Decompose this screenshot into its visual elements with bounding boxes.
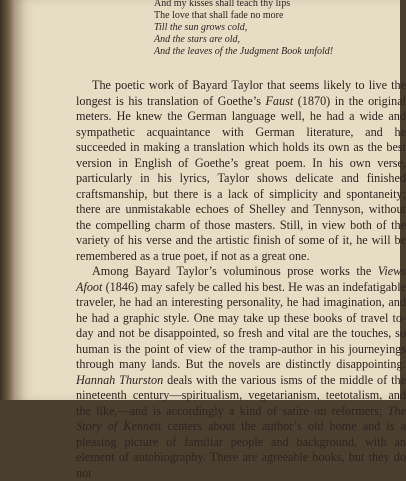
poem-line-1: And my kisses shall teach thy lips bbox=[154, 0, 291, 9]
paragraph-1-text-b: (1870) in the original meters. He knew the German language well, he had a wide and sympathetic acquaintance with German literature, and he succeeded in making a translation which holds its own as the best version in English of Goethe’s great poem. In his own verse, particularly in his lyrics, Taylor shows delicate and finished craftsmanship, but there is a lack of simplicity and spontaneity; there are unmistakable echoes of Shelley and Tennyson, without the compelling charm of those masters. Still, in view both of the variety of his verse and the artistic finish of some of it, he will be remembered as a true poet, if not as a great one. bbox=[76, 93, 406, 263]
poem-line-4: And the stars are old, bbox=[154, 34, 241, 45]
paragraph-1 bbox=[76, 78, 406, 264]
hannah-thurston-title: Hannah Thurston bbox=[76, 372, 164, 387]
paragraph-2-text-b: (1846) may safely be called his best. He was an indefatigable traveler, he had an interesting personality, he had imagination, and he had a graphic style. One may take up these books of travel to-day and not be disappointed, so fresh and vital are the touches, so human is the point of view of the tramp-author in his journeyings through many lands. But the novels are distinctly disappointing: bbox=[76, 279, 406, 371]
paragraph-2-text-a: Among Bayard Taylor’s voluminous prose works the bbox=[92, 264, 378, 278]
poem-line-2: The love that shall fade no more bbox=[154, 10, 284, 21]
paragraph-2-text-d: centers about the author’s old home and is a pleasing picture of familiar people and background, with an element of autobiography. There are agreeable books, but they do not bbox=[76, 419, 406, 480]
page-text bbox=[76, 0, 406, 481]
views-afoot-title: Views Afoot bbox=[76, 264, 406, 294]
poem-line-5: And the leaves of the Judgment Book unfold! bbox=[154, 46, 334, 57]
story-of-kennett-title: The Story of Kennett bbox=[76, 403, 406, 433]
paragraph-2 bbox=[76, 264, 406, 481]
paragraph-2-text-c: deals with the various isms of the middle of the nineteenth century—spiritualism, vegetarianism, teetotalism, and the like,—and is accordingly a kind of satire on reformers; bbox=[76, 372, 406, 418]
faust-title: Faust bbox=[265, 93, 294, 108]
paragraph-1-text-a: The poetic work of Bayard Taylor that seems likely to live the longest is his translation of Goethe’s bbox=[76, 78, 406, 108]
prose-body bbox=[76, 78, 406, 481]
poem-line-3: Till the sun grows cold, bbox=[154, 22, 248, 33]
poem-excerpt bbox=[154, 0, 406, 58]
book-page bbox=[14, 0, 406, 480]
